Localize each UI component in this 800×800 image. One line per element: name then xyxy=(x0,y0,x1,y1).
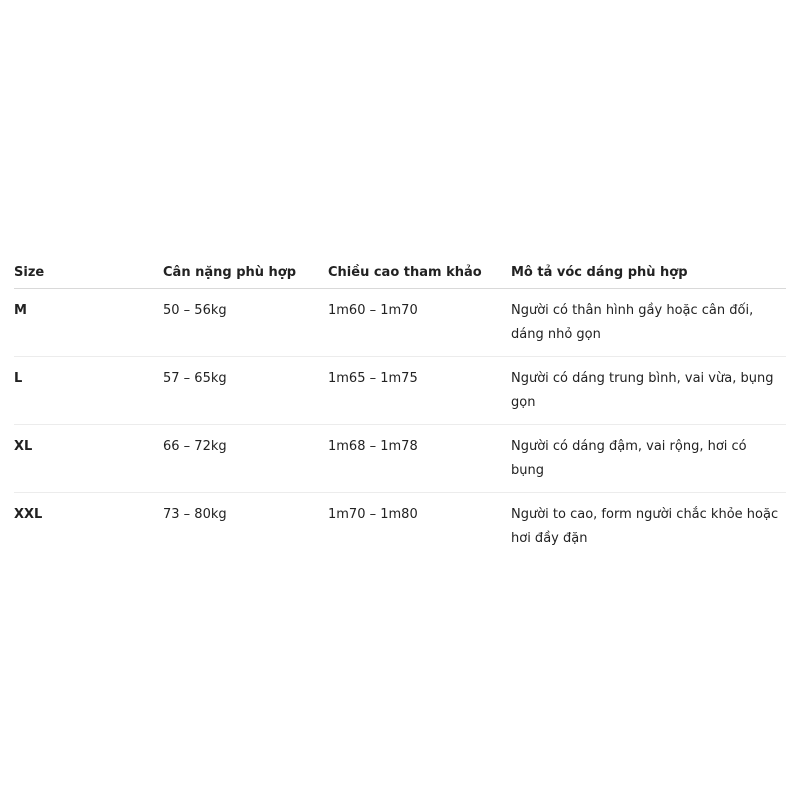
header-description: Mô tả vóc dáng phù hợp xyxy=(511,256,786,289)
table-row xyxy=(14,289,786,357)
size-cell: M xyxy=(14,289,163,357)
size-cell: L xyxy=(14,357,163,425)
header-row xyxy=(14,256,786,289)
height-cell: 1m65 – 1m75 xyxy=(328,357,511,425)
table-row xyxy=(14,425,786,493)
table-body xyxy=(14,289,786,561)
size-cell: XL xyxy=(14,425,163,493)
table-row xyxy=(14,493,786,561)
description-cell: Người có dáng đậm, vai rộng, hơi có bụng xyxy=(511,425,786,493)
height-cell: 1m60 – 1m70 xyxy=(328,289,511,357)
table-header xyxy=(14,256,786,289)
height-cell: 1m70 – 1m80 xyxy=(328,507,418,522)
header-size: Size xyxy=(14,256,163,289)
header-weight: Cân nặng phù hợp xyxy=(163,256,328,289)
weight-cell: 73 – 80kg xyxy=(163,507,227,522)
description-cell: Người có thân hình gầy hoặc cân đối, dáng nhỏ gọn xyxy=(511,289,786,357)
weight-cell: 50 – 56kg xyxy=(163,289,328,357)
size-cell: XXL xyxy=(14,507,43,522)
header-height: Chiều cao tham khảo xyxy=(328,256,511,289)
weight-cell: 57 – 65kg xyxy=(163,357,328,425)
table-row xyxy=(14,357,786,425)
description-cell: Người to cao, form người chắc khỏe hoặc hơi đầy đặn xyxy=(511,507,779,546)
description-cell: Người có dáng trung bình, vai vừa, bụng gọn xyxy=(511,357,786,425)
size-chart-table xyxy=(14,256,786,560)
height-cell: 1m68 – 1m78 xyxy=(328,425,511,493)
weight-cell: 66 – 72kg xyxy=(163,425,328,493)
